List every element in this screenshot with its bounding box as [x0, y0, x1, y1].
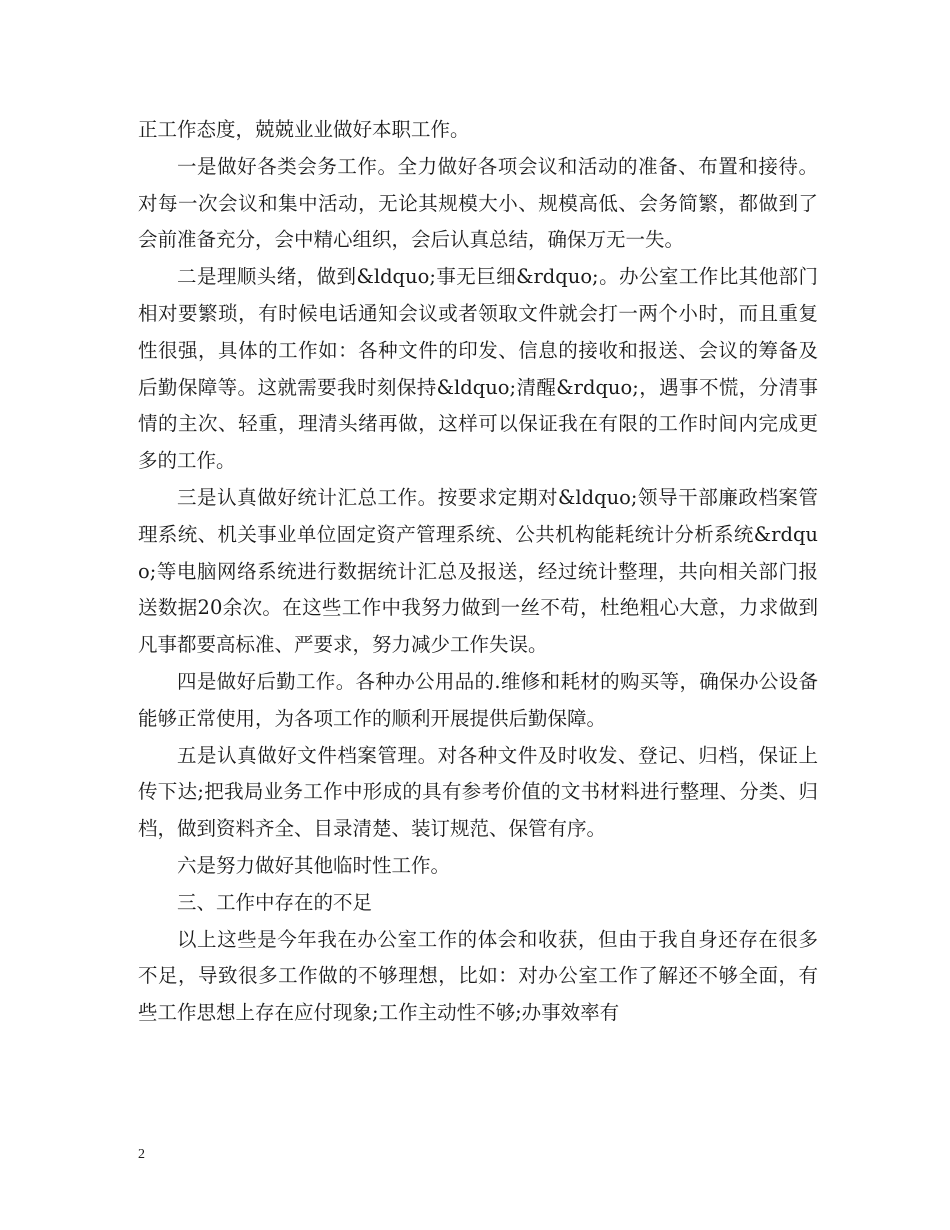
paragraph-meeting-work: 一是做好各类会务工作。全力做好各项会议和活动的准备、布置和接待。对每一次会议和集中活动，无论其规模大小、规模高低、会务简繁，都做到了会前准备充分，会中精心组织，会后认真总结，确保万无一失。: [138, 154, 818, 252]
document-body: [138, 112, 818, 1032]
paragraph-organize-tasks: 二是理顺头绪，做到&ldquo;事无巨细&rdquo;。办公室工作比其他部门相对要繁琐，有时候电话通知会议或者领取文件就会打一两个小时，而且重复性很强，具体的工作如：各种文件的印发、信息的接收和报送、会议的筹备及后勤保障等。这就需要我时刻保持&ldquo;清醒&rdquo;，遇事不慌，分清事情的主次、轻重，理清头绪再做，这样可以保证我在有限的工作时间内完成更多的工作。: [138, 265, 818, 473]
paragraph-continuation: 正工作态度，兢兢业业做好本职工作。: [138, 118, 470, 141]
paragraph-statistics-work: 三是认真做好统计汇总工作。按要求定期对&ldquo;领导干部廉政档案管理系统、机关事业单位固定资产管理系统、公共机构能耗统计分析系统&rdquo;等电脑网络系统进行数据统计汇总及报送，经过统计整理，共向相关部门报送数据20余次。在这些工作中我努力做到一丝不苟，杜绝粗心大意，力求做到凡事都要高标准、严要求，努力减少工作失误。: [138, 485, 818, 657]
paragraph-logistics-work: 四是做好后勤工作。各种办公用品的.维修和耗材的购买等，确保办公设备能够正常使用，为各项工作的顺利开展提供后勤保障。: [138, 669, 818, 730]
paragraph-temporary-work: 六是努力做好其他临时性工作。: [177, 853, 451, 877]
page-number: 2: [138, 1147, 145, 1162]
paragraph-archive-management: 五是认真做好文件档案管理。对各种文件及时收发、登记、归档，保证上传下达;把我局业务工作中形成的具有参考价值的文书材料进行整理、分类、归档，做到资料齐全、目录清楚、装订规范、保管有序。: [138, 743, 818, 841]
paragraph-shortcomings: 以上这些是今年我在办公室工作的体会和收获，但由于我自身还存在很多不足，导致很多工作做的不够理想，比如：对办公室工作了解还不够全面，有些工作思想上存在应付现象;工作主动性不够;办事效率有: [138, 927, 818, 1025]
section-heading-shortcomings: 三、工作中存在的不足: [177, 890, 373, 914]
